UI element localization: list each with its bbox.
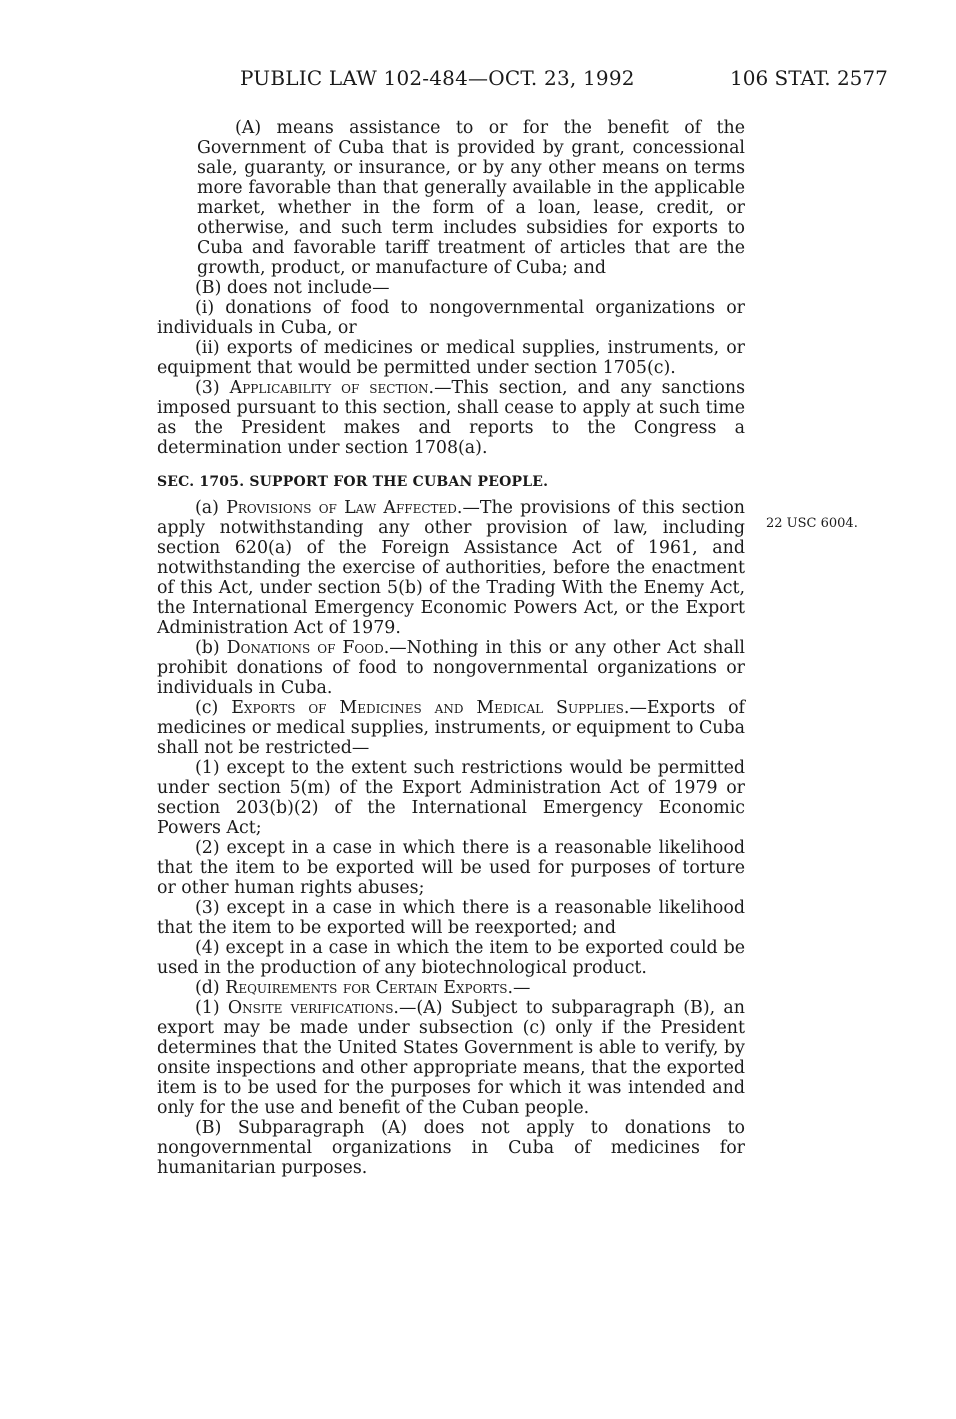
paragraph-a-text: —The provisions of this section apply notwithstanding any other provision of law, including section 620(a) of the Foreign Assistance Act of 1961, and notwithstanding the exercise of authorities, before the enactment of this Act, under section 5(b) of the Trading With the Enemy Act, the International Emergency Economic Powers Act, or the Export Administration Act of 1979. <box>157 498 745 638</box>
paragraph-d1b: (B) Subparagraph (A) does not apply to donations to nongovernmental organizations in Cuba of medicines for humanitarian purposes. <box>157 1118 745 1178</box>
paragraph-c-text: —Exports of medicines or medical supplies, instruments, or equipment to Cuba shall not be restricted— <box>157 698 745 758</box>
paragraph-b-number: (b) <box>195 638 220 658</box>
paragraph-b-heading: Donations of Food. <box>226 638 390 658</box>
paragraph-c-heading: Exports of Medicines and Medical Supplies. <box>231 698 630 718</box>
paragraph-d1-number: (1) <box>195 998 220 1018</box>
paragraph-i-donations: (i) donations of food to nongovernmental organizations or individuals in Cuba, or <box>157 298 745 338</box>
paragraph-3-heading: Applicability of section. <box>229 378 435 398</box>
document-body <box>157 118 745 1178</box>
paragraph-3-number: (3) <box>195 378 220 398</box>
paragraph-b-not-include: (B) does not include— <box>195 278 390 298</box>
paragraph-d1-text: —(A) Subject to subparagraph (B), an export may be made under subsection (c) only if the President determines that the United States Government is able to verify, by onsite inspections and other appropriate means, that the exported item is to be used for the purposes for which it was intended and only for the use and benefit of the Cuban people. <box>157 998 745 1118</box>
paragraph-d-requirements <box>157 978 745 998</box>
paragraph-c1: (1) except to the extent such restrictions would be permitted under section 5(m) of the Export Administration Act of 1979 or section 203(b)(2) of the International Emergency Economic Powers Act; <box>157 758 745 838</box>
paragraph-d1-heading: Onsite verifications. <box>227 998 399 1018</box>
paragraph-ii-exports: (ii) exports of medicines or medical supplies, instruments, or equipment that would be permitted under section 1705(c). <box>157 338 745 378</box>
paragraph-d-text: — <box>513 978 531 998</box>
page-header-stat: 106 STAT. 2577 <box>730 66 888 90</box>
paragraph-c4: (4) except in a case in which the item to be exported could be used in the production of any biotechnological product. <box>157 938 745 978</box>
paragraph-a-heading: Provisions of Law Affected. <box>226 498 463 518</box>
paragraph-c-number: (c) <box>195 698 219 718</box>
paragraph-d1-onsite <box>157 998 745 1118</box>
paragraph-3-applicability <box>157 378 745 458</box>
paragraph-c2: (2) except in a case in which there is a reasonable likelihood that the item to be exported will be used for purposes of torture or other human rights abuses; <box>157 838 745 898</box>
section-heading: SEC. 1705. SUPPORT FOR THE CUBAN PEOPLE. <box>157 474 549 490</box>
paragraph-c3: (3) except in a case in which there is a reasonable likelihood that the item to be exported will be reexported; and <box>157 898 745 938</box>
page-header-title: PUBLIC LAW 102-484—OCT. 23, 1992 <box>240 66 635 90</box>
margin-note-usc: 22 USC 6004. <box>766 516 858 531</box>
paragraph-3-text: —This section, and any sanctions imposed pursuant to this section, shall cease to apply at such time as the President makes and reports to the Congress a determination under section 1708(a). <box>157 378 746 458</box>
paragraph-a-means: (A) means assistance to or for the benefit of the Government of Cuba that is provided by grant, concessional sale, guaranty, or insurance, or by any other means on terms more favorable than that generally available in the applicable market, whether in the form of a loan, lease, credit, or otherwise, and such term includes subsidies for exports to Cuba and favorable tariff treatment of articles that are the growth, product, or manufacture of Cuba; and <box>197 118 745 278</box>
paragraph-d-heading: Requirements for Certain Exports. <box>225 978 513 998</box>
paragraph-d-number: (d) <box>195 978 220 998</box>
paragraph-b-donations <box>157 638 745 698</box>
paragraph-a-provisions <box>157 498 745 638</box>
paragraph-a-number: (a) <box>195 498 219 518</box>
paragraph-c-exports <box>157 698 745 758</box>
paragraph-b-text: —Nothing in this or any other Act shall prohibit donations of food to nongovernmental organizations or individuals in Cuba. <box>157 638 745 698</box>
